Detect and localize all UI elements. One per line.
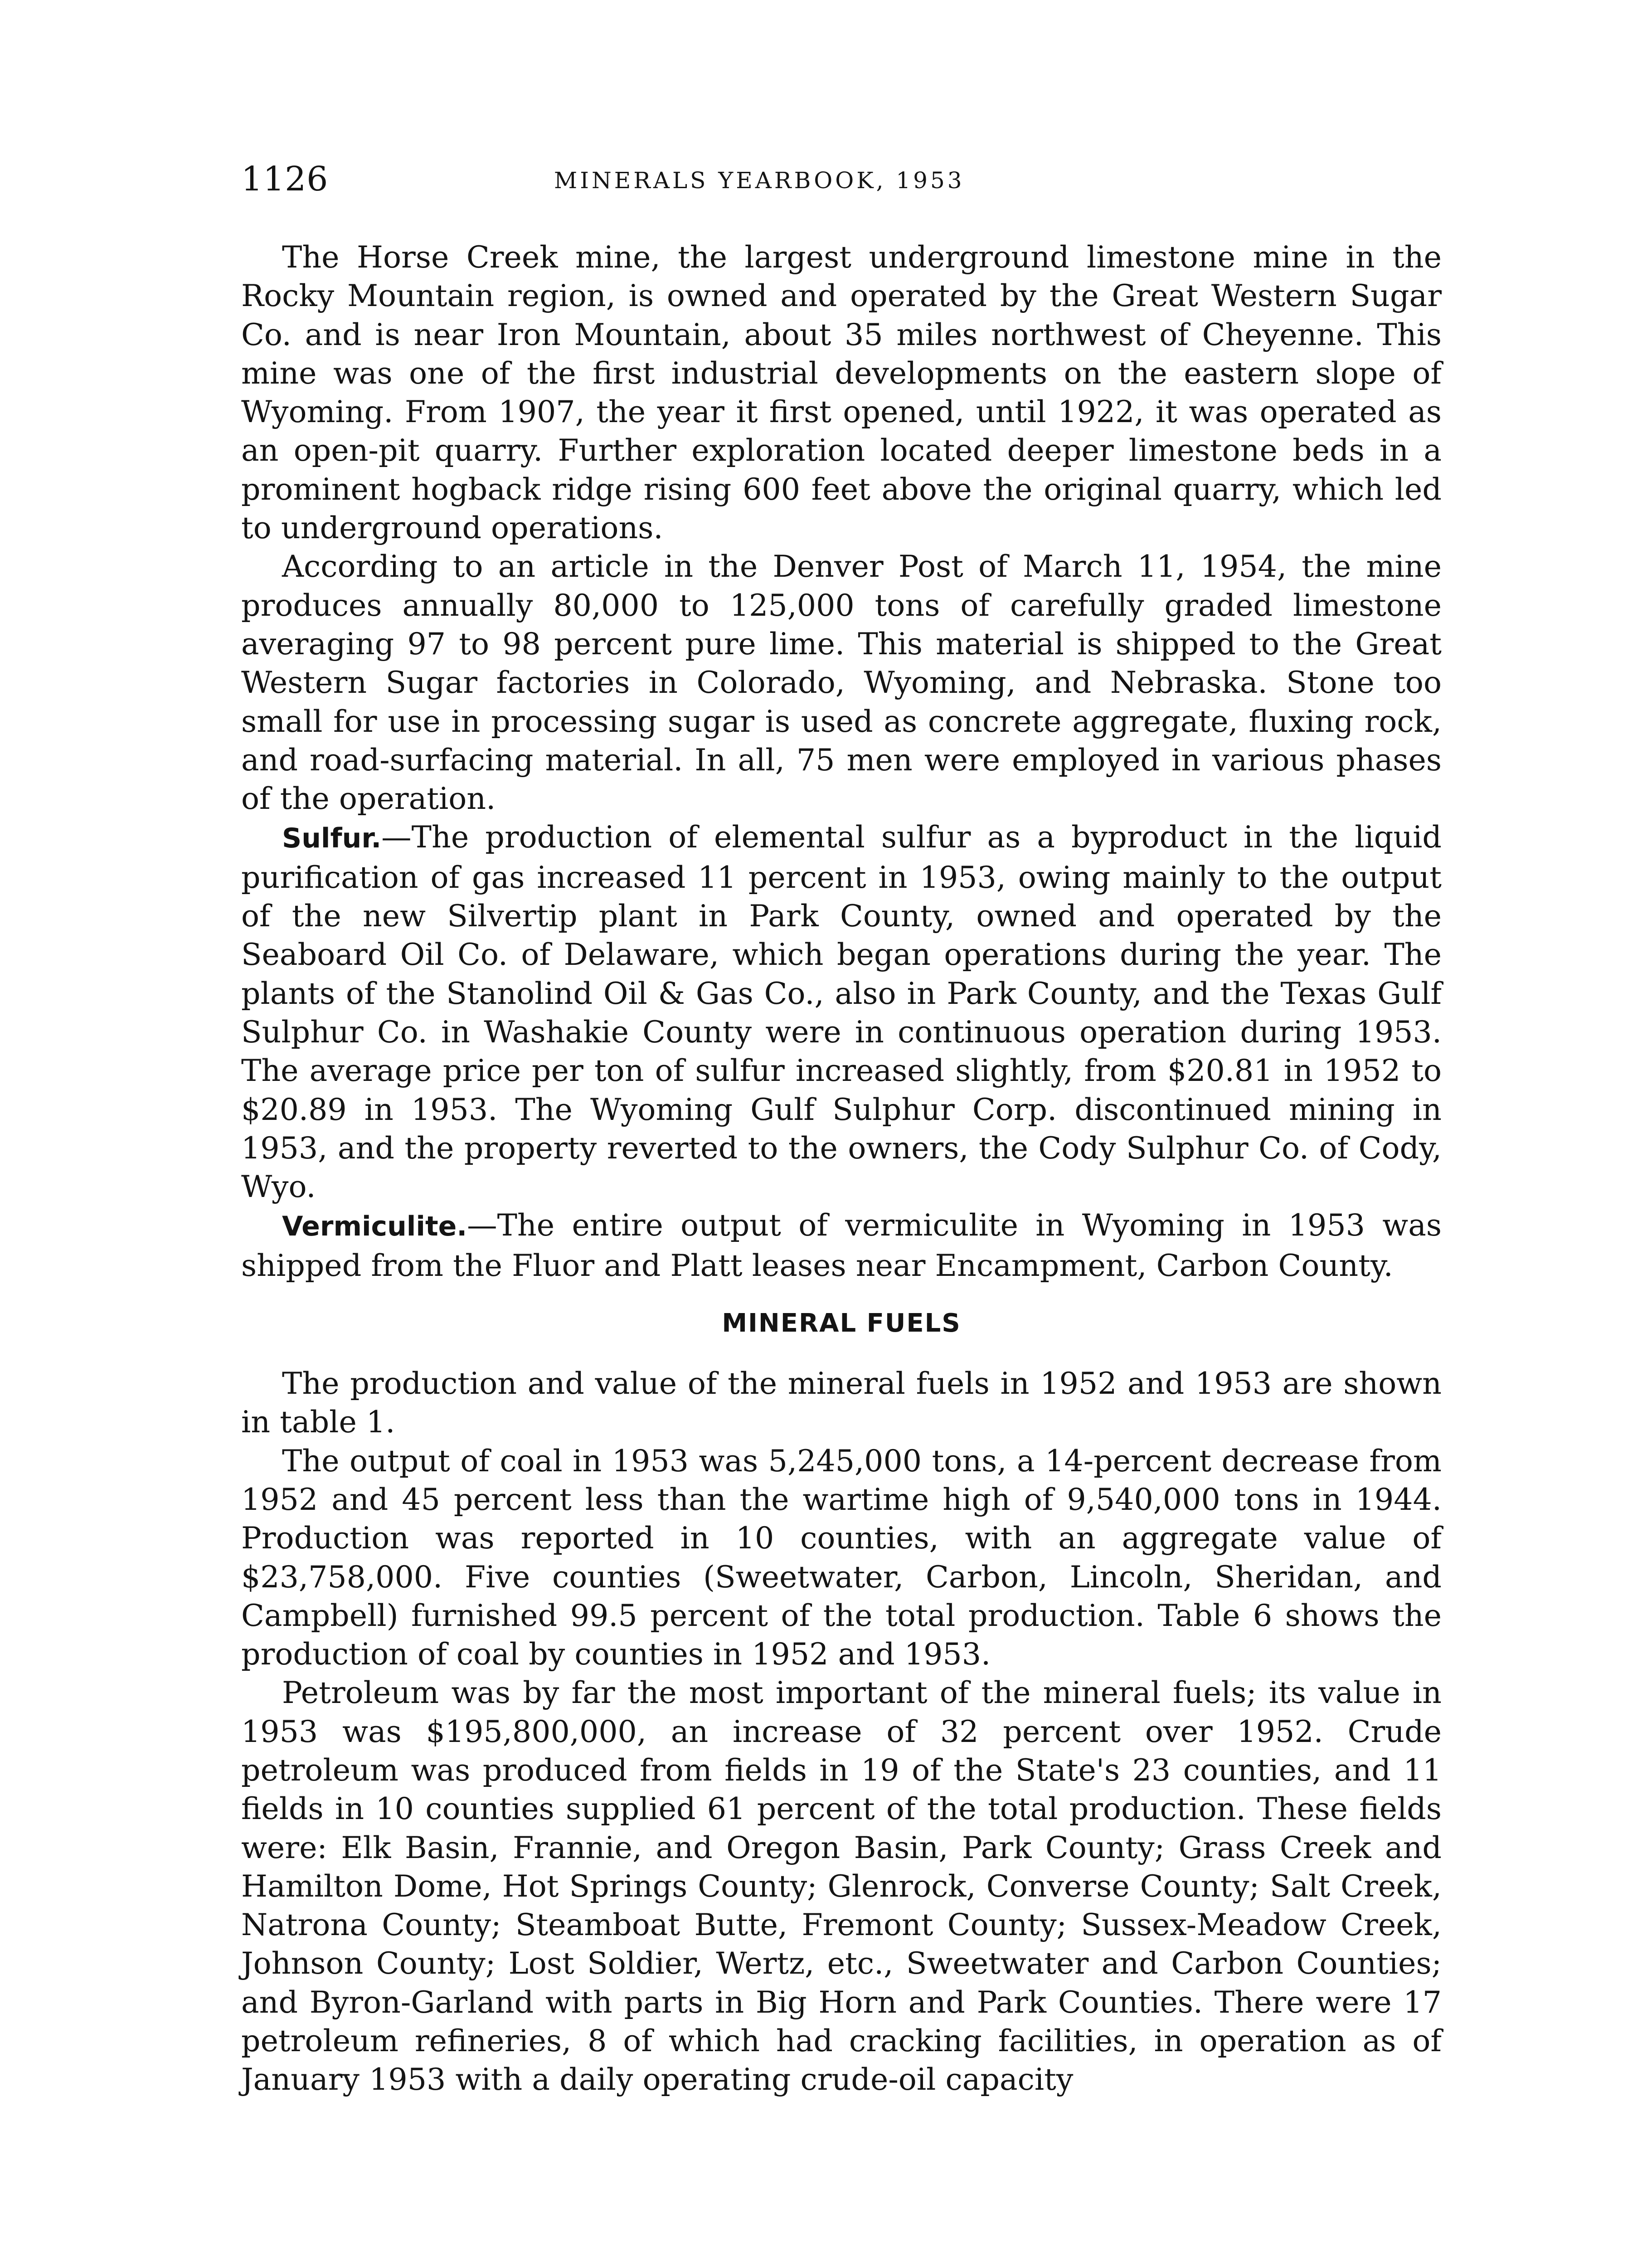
vermiculite-heading: Vermiculite. [282, 1211, 467, 1243]
sulfur-text: —The production of elemental sulfur as a byproduct in the liquid purification of gas increased 11 percent in 1953, owing mainly to the output of the new Silvertip plant in Park County, owned and operated by the Seaboard Oil Co. of Delaware, which began operations during the year. The plants of the Stanolind Oil & Gas Co., also in Park County, and the Texas Gulf Sulphur Co. in Washakie County were in continuous operation during 1953. The average price per ton of sulfur increased slightly, from $20.81 in 1952 to $20.89 in 1953. The Wyoming Gulf Sulphur Corp. discontinued mining in 1953, and the property reverted to the owners, the Cody Sulphur Co. of Cody, Wyo. [241, 819, 1442, 1205]
paragraph-denver-post: According to an article in the Denver Post of March 11, 1954, the mine produces annually 80,000 to 125,000 tons of carefully graded limestone averaging 97 to 98 percent pure lime. This material is shipped to the Great Western Sugar factories in Colorado, Wyoming, and Nebraska. Stone too small for use in processing sugar is used as concrete aggregate, fluxing rock, and road-surfacing material. In all, 75 men were employed in various phases of the operation. [241, 549, 1442, 817]
paragraph-horse-creek: The Horse Creek mine, the largest underground limestone mine in the Rocky Mountain region, is owned and operated by the Great Western Sugar Co. and is near Iron Mountain, about 35 miles northwest of Cheyenne. This mine was one of the first industrial developments on the eastern slope of Wyoming. From 1907, the year it first opened, until 1922, it was operated as an open-pit quarry. Further exploration located deeper limestone beds in a prominent hogback ridge rising 600 feet above the original quarry, which led to underground operations. [241, 239, 1442, 546]
running-head: MINERALS YEARBOOK, 1953 [554, 167, 965, 194]
section-heading-mineral-fuels: MINERAL FUELS [722, 1309, 961, 1338]
body-text [241, 238, 1442, 2099]
vermiculite-text: —The entire output of vermiculite in Wyoming in 1953 was shipped from the Fluor and Platt leases near Encampment, Carbon County. [241, 1207, 1442, 1283]
paragraph-fuels-intro: The production and value of the mineral fuels in 1952 and 1953 are shown in table 1. [241, 1366, 1442, 1440]
page-number: 1126 [241, 160, 329, 199]
paragraph-sulfur [241, 818, 1442, 1206]
paragraph-petroleum: Petroleum was by far the most important of the mineral fuels; its value in 1953 was $195,800,000, an increase of 32 percent over 1952. Crude petroleum was produced from fields in 19 of the State's 23 counties, and 11 fields in 10 counties supplied 61 percent of the total production. These fields were: Elk Basin, Frannie, and Oregon Basin, Park County; Grass Creek and Hamilton Dome, Hot Springs County; Glenrock, Converse County; Salt Creek, Natrona County; Steamboat Butte, Fremont County; Sussex-Meadow Creek, Johnson County; Lost Soldier, Wertz, etc., Sweetwater and Carbon Counties; and Byron-Garland with parts in Big Horn and Park Counties. There were 17 petroleum refineries, 8 of which had cracking facilities, in operation as of January 1953 with a daily operating crude-oil capacity [241, 1675, 1442, 2097]
page-header [241, 154, 1447, 204]
paragraph-coal: The output of coal in 1953 was 5,245,000 tons, a 14-percent decrease from 1952 and 45 percent less than the wartime high of 9,540,000 tons in 1944. Production was reported in 10 counties, with an aggregate value of $23,758,000. Five counties (Sweetwater, Carbon, Lincoln, Sheridan, and Campbell) furnished 99.5 percent of the total production. Table 6 shows the production of coal by counties in 1952 and 1953. [241, 1443, 1442, 1672]
sulfur-heading: Sulfur. [282, 822, 382, 855]
paragraph-vermiculite [241, 1206, 1442, 1285]
